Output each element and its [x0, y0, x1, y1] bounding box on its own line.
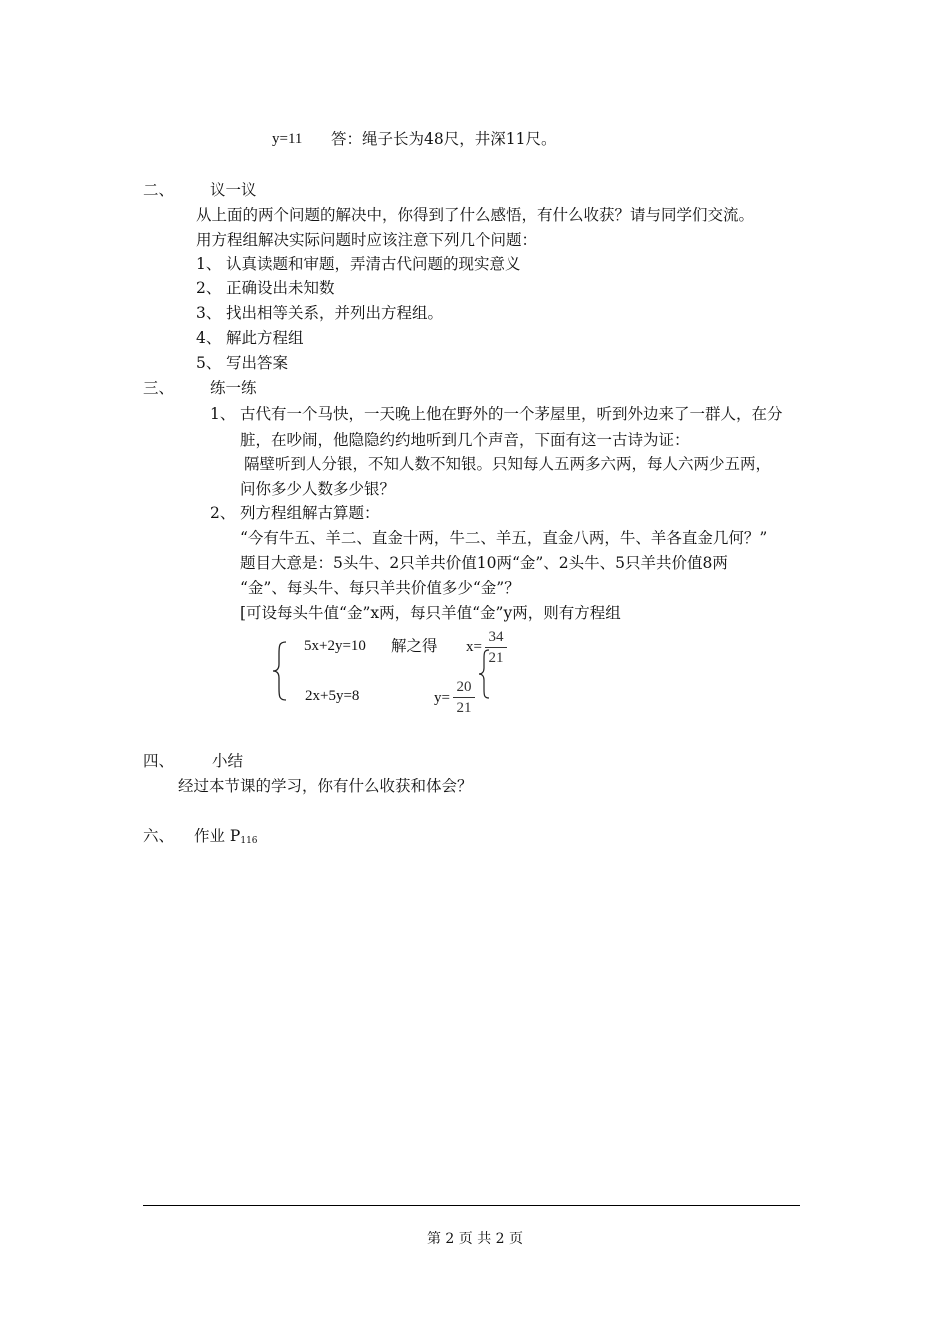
equation-1: 5x+2y=10 — [304, 638, 366, 654]
question-text: [可设每头牛值“金”x两，每只羊值“金”y两，则有方程组 — [240, 604, 621, 622]
question-title: 列方程组解古算题： — [240, 504, 380, 522]
section-title: 练一练 — [210, 379, 257, 397]
x-numerator: 34 — [488, 629, 504, 645]
homework-title: 作业 P — [194, 827, 241, 845]
question-text: “今有牛五、羊二、直金十两，牛二、羊五，直金八两，牛、羊各直金几何？” — [240, 529, 768, 547]
footer-divider — [143, 1205, 800, 1206]
list-item: 正确设出未知数 — [226, 279, 335, 297]
question-text: “金”、每头牛、每只羊共价值多少“金”？ — [240, 579, 520, 597]
y-label: y= — [434, 690, 450, 706]
y-denominator: 21 — [456, 700, 472, 716]
paragraph: 经过本节课的学习，你有什么收获和体会？ — [178, 777, 473, 795]
poem-text: 隔壁听到人分银，不知人数不知银。只知每人五两多六两，每人六两少五两， — [244, 455, 772, 473]
list-number: 1、 — [196, 255, 222, 273]
homework-label — [194, 826, 258, 851]
x-label: x= — [466, 639, 482, 655]
paragraph: 从上面的两个问题的解决中，你得到了什么感悟，有什么收获？请与同学们交流。 — [196, 206, 755, 224]
y-fraction — [453, 678, 475, 717]
section-number: 四、 — [143, 752, 175, 770]
section-number: 六、 — [143, 827, 175, 845]
list-number: 3、 — [196, 304, 222, 322]
list-item: 解此方程组 — [226, 329, 304, 347]
answer-text: 答：绳子长为48尺，井深11尺。 — [331, 130, 557, 148]
solve-label: 解之得 — [391, 637, 438, 655]
section-title: 议一议 — [210, 181, 257, 199]
homework-page: 116 — [240, 836, 258, 846]
list-item: 写出答案 — [226, 354, 289, 372]
question-text: 古代有一个马快，一天晚上他在野外的一个茅屋里，听到外边来了一群人，在分 — [240, 405, 783, 423]
equation-2: 2x+5y=8 — [305, 688, 360, 704]
question-number: 1、 — [210, 405, 236, 423]
list-number: 2、 — [196, 279, 222, 297]
poem-text: 问你多少人数多少银？ — [240, 480, 396, 498]
equation-y: y=11 — [272, 131, 303, 147]
section-number: 二、 — [143, 181, 175, 199]
page-footer: 第 2 页 共 2 页 — [426, 1231, 524, 1247]
list-item: 认真读题和审题，弄清古代问题的现实意义 — [226, 255, 521, 273]
right-brace-icon — [477, 648, 491, 700]
fraction-bar — [453, 697, 475, 698]
list-number: 5、 — [196, 354, 222, 372]
left-brace-icon — [270, 640, 290, 702]
question-text: 脏，在吵闹，他隐隐约约地听到几个声音，下面有这一古诗为证： — [240, 431, 690, 449]
list-item: 找出相等关系，并列出方程组。 — [226, 304, 444, 322]
paragraph: 用方程组解决实际问题时应该注意下列几个问题： — [196, 231, 538, 249]
question-number: 2、 — [210, 504, 236, 522]
y-numerator: 20 — [456, 679, 472, 695]
section-title: 小结 — [212, 752, 244, 770]
question-text: 题目大意是：5头牛、2只羊共价值10两“金”、2头牛、5只羊共价值8两 — [240, 554, 728, 572]
section-number: 三、 — [143, 379, 175, 397]
x-denominator: 21 — [488, 650, 504, 666]
list-number: 4、 — [196, 329, 222, 347]
